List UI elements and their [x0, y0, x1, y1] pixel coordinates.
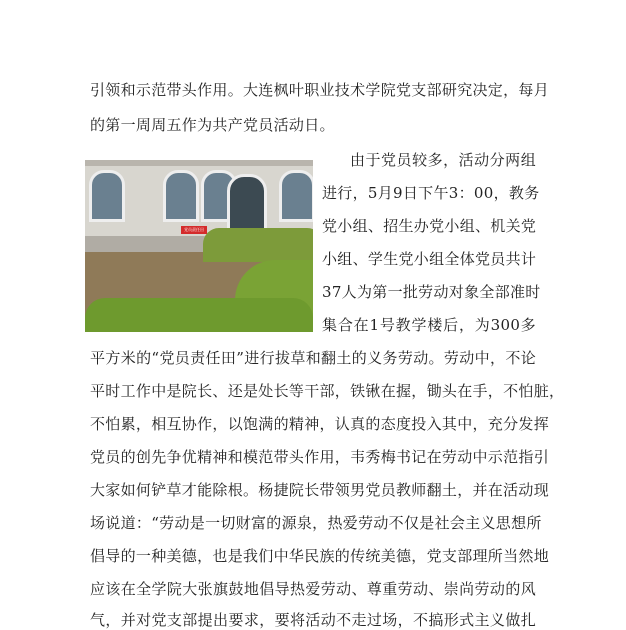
field-sign: 党员责任田	[181, 226, 207, 234]
paragraph-line-13: 大家如何铲草才能除根。杨捷院长带领男党员教师翻土，并在活动现	[90, 481, 550, 499]
building-window	[89, 170, 125, 222]
paragraph-line-1: 引领和示范带头作用。大连枫叶职业技术学院党支部研究决定，每月	[90, 81, 550, 99]
building-window	[279, 170, 313, 222]
paragraph-line-3: 由于党员较多，活动分两组	[350, 151, 536, 169]
paragraph-line-5: 党小组、招生办党小组、机关党	[322, 217, 537, 235]
paragraph-line-16: 应该在全学院大张旗鼓地倡导热爱劳动、尊重劳动、崇尚劳动的风	[90, 580, 536, 598]
paragraph-line-15: 倡导的一种美德，也是我们中华民族的传统美德，党支部理所当然地	[90, 547, 550, 565]
paragraph-line-9: 平方米的“党员责任田”进行拔草和翻土的义务劳动。劳动中，不论	[90, 349, 536, 367]
paragraph-line-12: 党员的创先争优精神和模范带头作用，韦秀梅书记在劳动中示范指引	[90, 448, 550, 466]
paragraph-line-2: 的第一周周五作为共产党员活动日。	[90, 116, 335, 134]
building-window	[163, 170, 199, 222]
hedge-shrub	[203, 228, 313, 262]
building-roof	[85, 160, 313, 166]
paragraph-line-14: 场说道：“劳动是一切财富的源泉，热爱劳动不仅是社会主义思想所	[90, 514, 542, 532]
paragraph-line-4: 进行，5月9日下午3：00，教务	[322, 184, 540, 202]
hedge-shrub	[85, 298, 313, 332]
paragraph-line-11: 不怕累，相互协作，以饱满的精神，认真的态度投入其中，充分发挥	[90, 415, 550, 433]
paragraph-line-10: 平时工作中是院长、还是处长等干部，铁锹在握，锄头在手，不怕脏，	[90, 382, 565, 400]
paragraph-line-17: 气，并对党支部提出要求，要将活动不走过场，不搞形式主义做扎	[90, 611, 536, 629]
paragraph-line-7: 37人为第一批劳动对象全部准时	[322, 283, 541, 301]
labor-activity-photo	[85, 160, 313, 332]
paragraph-line-8: 集合在1号教学楼后，为300多	[322, 316, 536, 334]
paragraph-line-6: 小组、学生党小组全体党员共计	[322, 250, 537, 268]
